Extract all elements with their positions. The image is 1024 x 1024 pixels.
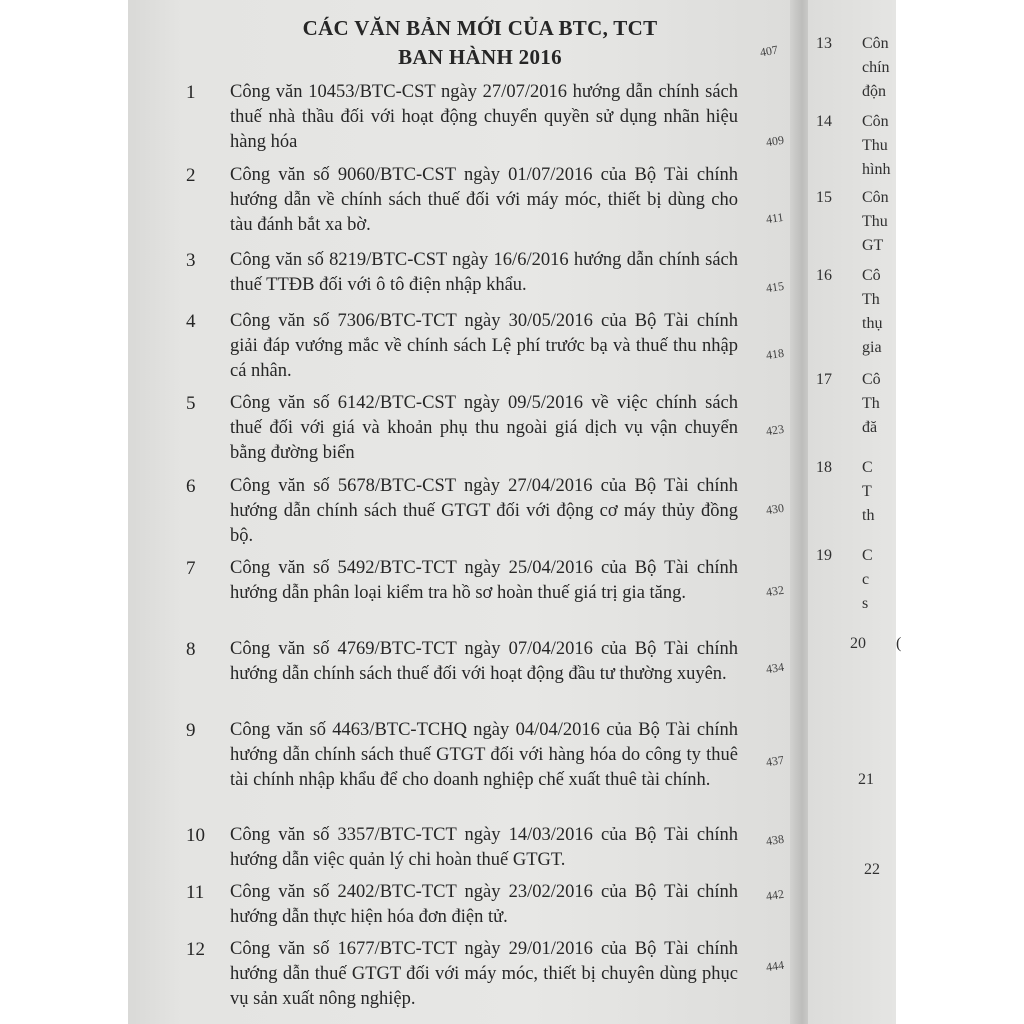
entry-text-fragment: thụ: [862, 315, 883, 332]
entry-page: 444: [765, 957, 785, 975]
entry-text-fragment: (: [896, 635, 902, 652]
title-line-1: CÁC VĂN BẢN MỚI CỦA BTC, TCT: [302, 16, 658, 40]
entry-page: 409: [765, 132, 785, 150]
entry-text: Công văn số 9060/BTC-CST ngày 01/07/2016 của Bộ Tài chính hướng dẫn về chính sách thuế đối với máy móc, thiết bị dùng cho tàu đánh bắt xa bờ.: [230, 165, 738, 235]
entry-page: 411: [765, 209, 785, 227]
entry-text-fragment: GT: [862, 237, 884, 254]
entry-text-fragment: chín: [862, 59, 890, 76]
entry-number: 5: [186, 393, 196, 414]
entry-number: 22: [864, 861, 880, 878]
entry-text-fragment: Cô: [862, 371, 881, 388]
entry-text-fragment: Th: [862, 395, 880, 412]
entry-text: Công văn 10453/BTC-CST ngày 27/07/2016 hướng dẫn chính sách thuế nhà thầu đối với hoạt động chuyển quyền sử dụng nhãn hiệu hàng hóa: [230, 82, 738, 152]
entry-page: 438: [765, 831, 785, 849]
entry-text-fragment: hình: [862, 161, 891, 178]
entry-text-fragment: s: [862, 595, 869, 612]
title-line-2: BAN HÀNH 2016: [398, 45, 562, 69]
background-left: [0, 0, 128, 1024]
entry-page: 437: [765, 752, 785, 770]
entry-number: 8: [186, 639, 196, 660]
entry-page: 415: [765, 278, 785, 296]
page-number-top: 407: [758, 42, 779, 60]
entry-page: 430: [765, 500, 785, 518]
entry-text: Công văn số 4463/BTC-TCHQ ngày 04/04/2016 của Bộ Tài chính hướng dẫn chính sách thuế GTGT đối với hàng hóa do công ty thuê tài chính nhập khẩu để cho doanh nghiệp chế xuất thuê tài chính.: [230, 720, 738, 790]
entry-text-fragment: Thu: [862, 213, 888, 230]
entry-page: 434: [765, 659, 785, 677]
entry-page: 418: [765, 345, 785, 363]
entry-text-fragment: Cô: [862, 267, 881, 284]
entry-number: 15: [816, 189, 832, 206]
entry-number: 17: [816, 371, 832, 388]
entry-text: Công văn số 5492/BTC-TCT ngày 25/04/2016 của Bộ Tài chính hướng dẫn phân loại kiểm tra hồ sơ hoàn thuế giá trị gia tăng.: [230, 558, 738, 603]
entry-number: 4: [186, 311, 196, 332]
entry-number: 10: [186, 825, 205, 846]
entry-text-fragment: T: [862, 483, 872, 500]
entry-number: 11: [186, 882, 205, 903]
entry-page: 442: [765, 886, 785, 904]
background-right: [896, 0, 1024, 1024]
entry-text-fragment: Th: [862, 291, 880, 308]
entry-text: Công văn số 6142/BTC-CST ngày 09/5/2016 về việc chính sách thuế đối với giá và khoản phụ thu ngoài giá dịch vụ vận chuyển bằng đường biển: [230, 393, 738, 463]
entry-number: 9: [186, 720, 196, 741]
entry-text-fragment: c: [862, 571, 870, 588]
entry-number: 20: [850, 635, 866, 652]
entry-text-fragment: th: [862, 507, 875, 524]
entry-page: 432: [765, 582, 785, 600]
entry-text-fragment: C: [862, 547, 873, 564]
entry-text: Công văn số 4769/BTC-TCT ngày 07/04/2016 của Bộ Tài chính hướng dẫn chính sách thuế đối với hoạt động đầu tư thường xuyên.: [230, 639, 738, 684]
entry-text-fragment: Côn: [862, 189, 889, 206]
entry-text: Công văn số 1677/BTC-TCT ngày 29/01/2016 của Bộ Tài chính hướng dẫn thuế GTGT đối với máy móc, thiết bị chuyên dùng phục vụ sản xuất nông nghiệp.: [230, 939, 738, 1009]
entry-text: Công văn số 2402/BTC-TCT ngày 23/02/2016 của Bộ Tài chính hướng dẫn thực hiện hóa đơn điện tử.: [230, 882, 738, 927]
entry-number: 13: [816, 35, 832, 52]
entry-text-fragment: độn: [862, 83, 886, 100]
entry-number: 19: [816, 547, 832, 564]
entry-text: Công văn số 8219/BTC-CST ngày 16/6/2016 hướng dẫn chính sách thuế TTĐB đối với ô tô điện nhập khẩu.: [230, 250, 738, 295]
entry-number: 12: [186, 939, 205, 960]
entry-text-fragment: Thu: [862, 137, 888, 154]
entry-number: 6: [186, 476, 196, 497]
entry-text: Công văn số 7306/BTC-TCT ngày 30/05/2016 của Bộ Tài chính giải đáp vướng mắc về chính sách Lệ phí trước bạ và thuế thu nhập cá nhân.: [230, 311, 738, 381]
entry-text: Công văn số 5678/BTC-CST ngày 27/04/2016 của Bộ Tài chính hướng dẫn chính sách thuế GTGT đối với động cơ máy thủy đồng bộ.: [230, 476, 738, 546]
entry-text-fragment: Côn: [862, 35, 889, 52]
entry-text-fragment: Côn: [862, 113, 889, 130]
entry-number: 21: [858, 771, 874, 788]
page-title: [300, 14, 660, 72]
entry-text-fragment: đă: [862, 419, 878, 436]
right-page-column: [808, 0, 902, 1024]
entry-number: 18: [816, 459, 832, 476]
entry-number: 2: [186, 165, 196, 186]
entry-page: 423: [765, 421, 785, 439]
entry-number: 16: [816, 267, 832, 284]
entry-number: 14: [816, 113, 832, 130]
entry-number: 1: [186, 82, 196, 103]
entry-number: 7: [186, 558, 196, 579]
entry-text-fragment: gia: [862, 339, 882, 356]
entry-number: 3: [186, 250, 196, 271]
entry-text: Công văn số 3357/BTC-TCT ngày 14/03/2016 của Bộ Tài chính hướng dẫn việc quản lý chi hoàn thuế GTGT.: [230, 825, 738, 870]
entry-text-fragment: C: [862, 459, 873, 476]
